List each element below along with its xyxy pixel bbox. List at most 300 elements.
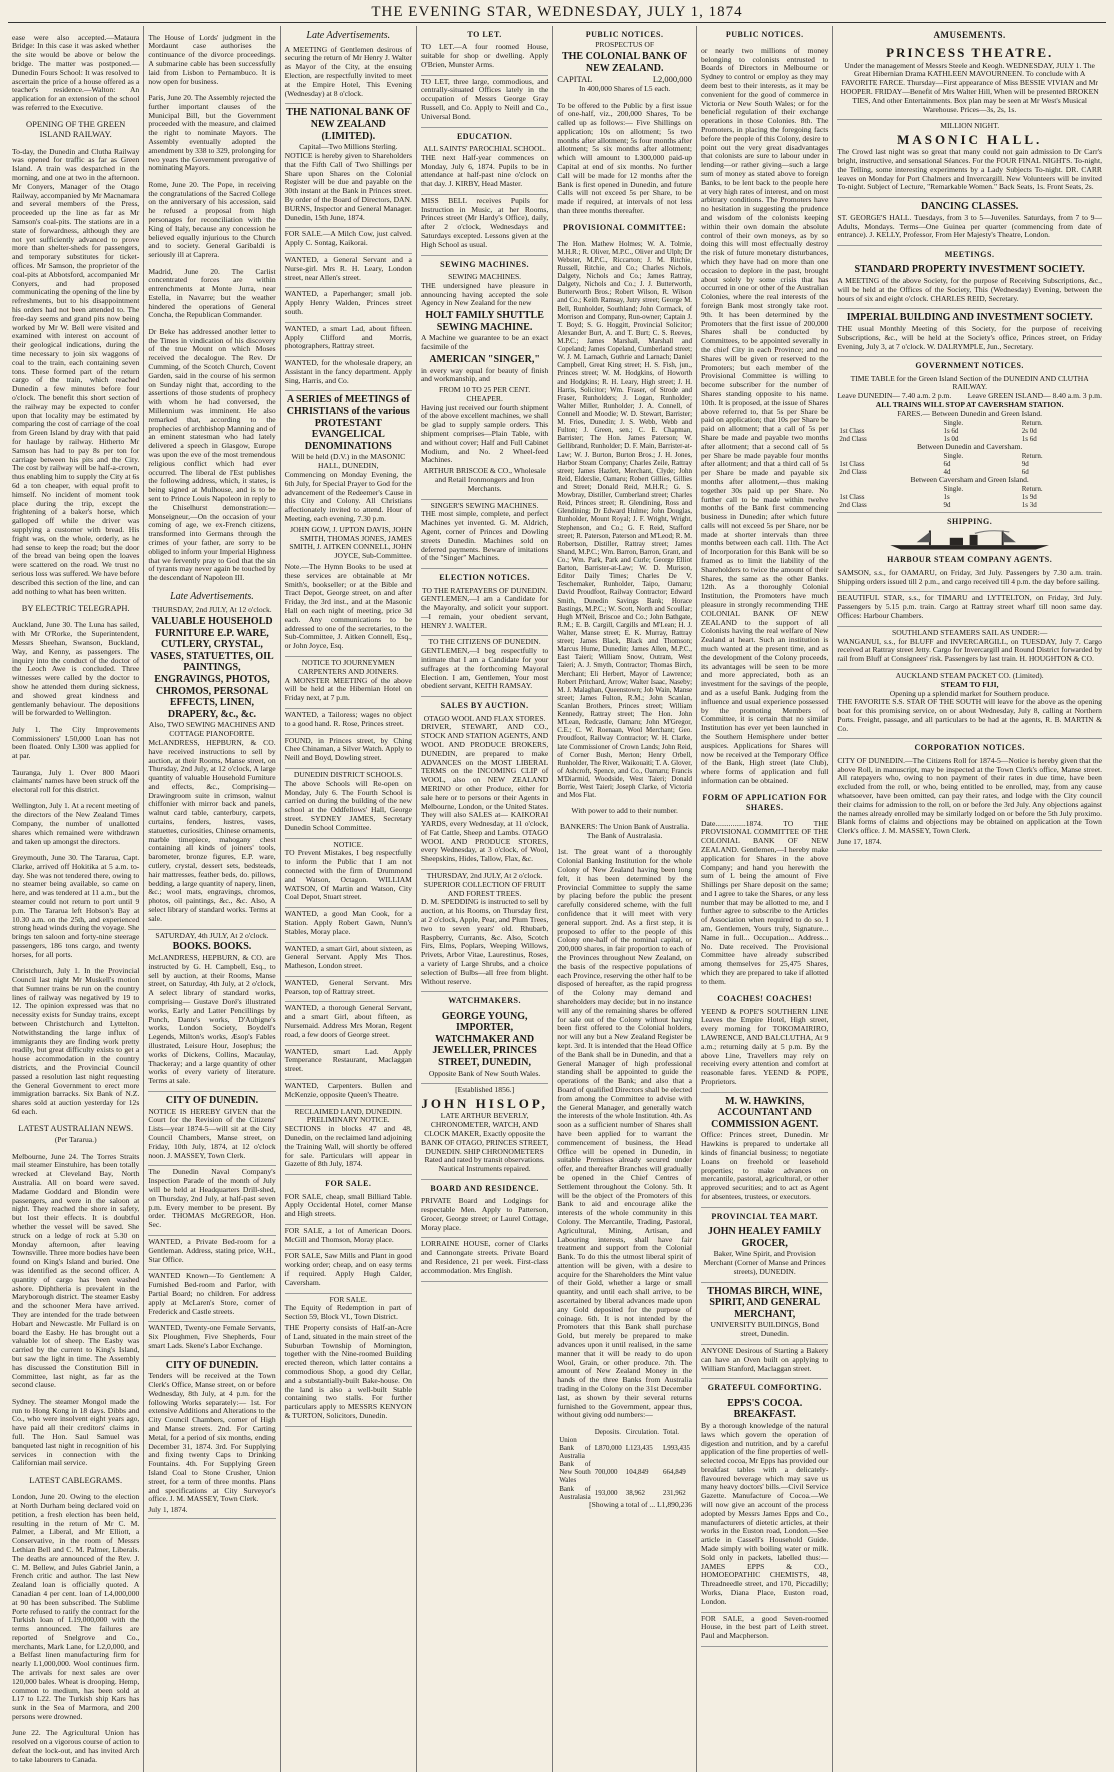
ad-text: Tenders will be received at the Town Clerk's Office, Manse street, on or before Wednesday, 8th July, at 4 p.m. for the following Works separately:— 1st. For extensive Additions and Alterations to the City Council Chambers, corner of High and Manse streets. 2nd. For Carting Metal, for a period of six months, ending December 31, 1874. 3rd. For Supplying and fixing twenty Caps to Drinking Fountains. 4th. For Supplying Green Island Coal to Stone Crusher, Union street, for a term of three months. Plans and specifications at City Surveyor's office. J. M. MASSEY, Town Clerk. (148, 1371, 276, 1504)
table-header-row (557, 1428, 692, 1436)
ad-text: GENTLEMEN,—I beg respectfully to intimate that I am a Candidate for your suffrages at the forthcoming Mayoral Election. I am, Gentlemen, Your most obedient servant, KEITH RAMSAY. (420, 646, 549, 691)
table-cell: 700,000 (594, 1468, 618, 1477)
fare-cell: Single. (943, 418, 964, 427)
paragraph: Dr Beke has addressed another letter to the Times in vindication of his discovery of the true Mount on which Moses received the decalogue. The Rev. Dr Cumming, of the Scotch Church, Covent Garden, said in the course of his sermon on Sunday night that, according to the assertions of those students of prophecy with whom he had conversed, the Millennium was imminent. He also remarked that, according to the prophecies of archbishop Manning and of an eminent statesman who had lately delivered a speech in Glasgow, Europe was upon the eve of the most tremendous religious conflict which had ever occurred. The liberal de l'Est publishes the following address, which, it states, is being signed at Mulhouse, and is to be sent to Prince Louis Napoleon in reply to the Chiselhurst demonstration:—Monseigneur,—On the occasion of your coming of age, we ex-French citizens, transformed into Germans through the crimes of your father, are sorry to be obliged to inform your Imperial Highness that we fervently pray to God that the sin of tyrants may never again be touched by the descendant of Napoleon III. (148, 326, 276, 583)
ad-text: WANTED Known—To Gentlemen: A Furnished Bed-room and Parlor, with Partial Board; no children. For address apply at McLaren's Store, corner of Frederick and Castle streets. (148, 1271, 276, 1316)
ad-headline: TO THE CITIZENS OF DUNEDIN. (428, 637, 541, 647)
ad-date: July 1, 1874. (148, 1505, 188, 1515)
section-heading: COACHES! COACHES! (717, 994, 813, 1004)
paragraph: To be offered to the Public by a first issue of one-half, viz., 200,000 Shares, To be called up as follows:— Five Shillings on application; 10s on allotment; 5s two months after allotment; 5s four months after allotment; 5s six months after allotment; which will amount to L300,000 paid-up Capital at end of six months. No further Call will be made for 12 months after the Bank is first opened in Dunedin, and future Calls will not exceed 5s per Share, to be made if required, at intervals of not less than three months thereafter. (557, 100, 693, 216)
advertisement (701, 1345, 828, 1379)
steamship-icon (877, 529, 1062, 551)
ad-text: CITY OF DUNEDIN.—The Citizens Roll for 1874-5—Notice is hereby given that the above Roll, in manuscript, may be inspected at the Town Clerk's office, Manse street. All ratepayers who, owing to non payment of their rates in due time, have been excluded from the roll, or who, being entitled to be enrolled, may, from any cause whatsoever, have been omitted, can pay their rates, and lodge with the City council their claims for admission to the roll, on or before the 3rd July. Any objections against the names already enrolled may be similarly lodged on or before the 5th July proximo. Blank forms of claims and objections may be obtained on application at the Town Clerk's office. J. M. MASSEY, Town Clerk. (837, 755, 1102, 836)
ad-text: WANTED, smart Lad. Apply Temperance Restaurant, Maclaggan street. (284, 1046, 412, 1074)
advertisement (837, 567, 1102, 593)
ad-text: WANTED, Carpenters. Bullen and McKenzie, opposite Queen's Theatre. (284, 1081, 412, 1099)
ad-signatories: JOHN GOW, J. UPTON DAVIS, JOHN SMITH, THOMAS JONES, JAMES SMITH, J. AITKEN CONNELL, JOHN JOYCE, Sub-Committee. (289, 524, 412, 561)
fare-cell: 1s 9d (1021, 492, 1037, 501)
advertisement (148, 1322, 275, 1356)
advertisement (421, 76, 548, 128)
ad-headline: THOMAS BIRCH, WINE, SPIRIT, AND GENERAL MERCHANT, (707, 1285, 823, 1320)
ad-headline: JOHN HISLOP, (421, 1096, 548, 1112)
ad-text: A Machine we guarantee to be an exact facsimile of the (420, 333, 549, 352)
ad-text: A MEETING of the above Society, for the purpose of Receiving Subscriptions, &c., will be held at the Offices of the Society, This (Wednesday) Evening, between the hours of six and eight o'clock. CHARLES REID, Secretary. (837, 276, 1102, 303)
advertisement (285, 1080, 412, 1106)
advertisement (285, 1046, 412, 1080)
timetable-green-island: Leave GREEN ISLAND— 8.40 a.m. 3 p.m. (967, 391, 1102, 401)
paragraph: or nearly two millions of money belonging to colonists entrusted to Boards of Directors in Melbourne or Sydney to control or employ as they may deem best to their interests, as it may be convenient for the good of commerce in Victoria or New South Wales; or for the beneficial regulation of their exchange operations in those Colonies. 8th. The Promoters, in placing the foregoing facts before the people of this Colony, desire to point out the very great disadvantages that colonists are sure to labour under in lending—or rather giving—such a large sum of money as stated above to foreign Banks, to be lent back to the people here at very high rates of interest, and on most arbitrary conditions. The Promoters have no hesitation in suggesting the prudence and wisdom of the colonists keeping within their own domain the absolute control of their own moneys, as by so doing this will most effectually destroy the risk of future monetary disturbances, which they have had on more than one occasion to deplore in the past, brought about solely by some crisis that has occurred in one or other of the Australian Colonies, where the real interests of the foreign Bank most strongly take root. 9th. It has been determined by the Promoters that the first issue of 200,000 Shares shall be conducted by Committees, to be appointed severally in the chief City in each Province; and no Shares will be given or reserved to the Promoters; but each member of the Provisional Committee is willing to become subscriber for the number of Shares standing opposite to his name. 10th. It is proposed, at the issue of Shares above referred to, that 5s per Share be paid on application; that 10s per Share be paid on allotment; that a call of 5s per Share be made and payable two months after allotment; that a second call of 5s per Share be made payable four months after allotment; and that a third call of 5s per Share be made and payable six months after allotment,—thus making together 30s paid up per Share. No further call to be made within twelve months of the Bank first commencing business in Dunedin; after which future calls will not exceed 5s per Share, nor be made at shorter intervals than three months between each call. 11th. The Act of Incorporation for this Bank will be so framed as to limit the liability of the Shareholders to twice the amount of their Shares, the same as the other Banks. 12th. As a thoroughly Colonial Institution, the Promoters have much pleasure in strongly recommending THE COLONIAL BANK OF NEW ZEALAND to the support of all Colonists having the real welfare of New Zealand at heart. Such an institution is much wanted at the present time, and as the development of the Colony proceeds, its advantages will be seen to be more and more appreciated, both as an investment for the savings of the people, and as a useful Bank. Judging from the influence and usual experience possessed by the promoting Members of Committee, it is certain that no similar Institution has ever yet been launched in the Southern Hemisphere under better auspices. Applications for Shares will now be received at the Temporary Office of the Bank, High street (late Club), where forms of application and full information can be obtained. (701, 45, 829, 785)
ad-text: FOR SALE, a good Seven-roomed House, in the best part of Leith street. Paul and Macpherson. (701, 1613, 829, 1641)
fare-cell: 1s 3d (1021, 501, 1037, 510)
ad-date: THURSDAY, 2nd JULY, At 12 o'clock. (152, 605, 272, 615)
section-heading: ELECTION NOTICES. (439, 573, 530, 583)
committee-list: The Hon. Mathew Holmes; W. A. Tolmie, M.H.R.; R. Oliver, M.P.C., Oliver and Ulph; Dr Webster, M.P.C., Riccarton; J. M. Ritchie, Russell, Ritchie, and Co.; Charles Nichols, Dalgety, Nichols and Co.; James Rattray, Dalgety, Nichols and Co.; J. J. Butterworth, Butterworth Bros.; Robert Wilson, R. Wilson and Co.; Keith Ramsay, Jutry street; George M. Bell, Runholder, Southland; John Cormack, of Morrison and Company, Run-owner; Captain J. T. Boyd; S. G. Hoggitt, Provincial Solicitor; Alexander Burt, A. and T. Burt; C. S. Reeves, M.P.C.; James Marshall, Marshall and Copeland; James Copeland, Cumberland street; W. J. M. Larnach, Guthrie and Larnach; Daniel Campbell, Great King street; H. S. Fish, jun., Princes street; W. M. Hodgkins, of Howorth and Hodgkins; R. H. Leary, High street; J. H. Harris, Solicitor; Wm. Fraser, of Strode and Fraser, Runholders; J. Logan, Runholder; Walter Miller, Runholder; J. A. Connell, of Connell and Moodie; W. D. Stewart, Barrister; M. Fries, Dunedin; J. S. Webb, Webb and Fulton; J. Green, sen.; C. E. Chapman, Barrister; The Hon. James Paterson; W. Gellibrand, Runholder; D. F. Main, Barrister-at-Law; W. J. Burton, Burton Bros.; J. H. Jones, Harbor Steam Company; Charles Zeile, Rattray street; James Hazlett, Merchant, Clyde; John Reid, Elderslie, Oamaru; Robert Gillies, Gillies and Street; Donald Reid, M.H.R.; G. S. Mowbray, Distiller, Cumberland street; Charles Reid, Princes street; R. Glendining, Ross and Glendining; Dr Edward Hulme; John Douglas, Runholder, Mount Royal; J. F. Wright, Wright, Stephenson, and Co.; G. F. Reid, Stafford street; R. Paterson, Paterson and M'Leod; R. M. Robertson, Distiller, Rattray street; James Shand, M.P.C.; Wm. Barron, Barron, Grant, and Co.; Wm. Park, Park and Curle; George Elliot Barton, Barrister-at-Law; W. D. Murison, Editor Daily Times; Charles De V. Teschemaker, Runholder, Taipo, Oamaru; David Proudfoot, Railway Contractor; Edward Smith, Dunedin Savings Bank; Horace Bastings, M.P.C.; W. Scott, North and Scoullar; Hugh M'Neil, Briscoe and Co.; John Bathgate, R.M.; E. B. Cargill, Cargills and M'Lean; H. J. Walter, Manse street; E. K. Murray, Rattray street; James Black, Black and Thomson; Marcus Hume, Dunedin; James Allen, M.P.C., East Taieri; William Snow, Outram, West Taieri; A. J. Smyth, Contractor; Thomas Birch, Merchant; Eli Herbert, Mayor of Lawrence; Robert Pritchard, Arrow; Walter Isaac, Naseby; M. J. Malaghan, Queenstown; Job Wain, Manse street; James Fulton, R.M.; John Scanlan, Scanlan Brothers, Princes street; William Kennedy, Rattray street; The Hon. John M'Lean, Redcastle, Oamaru; John M'Gregor, C.E.; C. W. Roenaan, Wool Merchant; Geo. Proudfoot, Railway Contractor; W. H. Clarke, late Commissioner of Crown Lands; John Reid, of Corner Bush, Merton; Henry Orbell, Runholder, The River, Waikouaiti; T. A. Glover, of Ashcroft, Spence, and Co., Oamaru; Francis M'Diarmid, Woodside, West Taieri; Donald Borrie, West Taieri; Joseph Clarke, of Victoria and Mos Flat. (557, 239, 693, 800)
table-row (557, 1485, 692, 1501)
ad-text: Having just received our fourth shipment of the above excellent machines, we shall be glad to supply sample orders. This shipment comprises—Plain Table, with and without cover; Half and Full Cabinet Modium, and No. 2 Wheel-feed Machines. (420, 402, 549, 465)
paragraph: June 22. The Agricultural Union has resolved on a vigorous course of action to defeat the lock-out, and has invited Arch to take labourers to Canada. (12, 1728, 140, 1764)
section-heading: LATEST AUSTRALIAN NEWS. (18, 1123, 134, 1134)
advertisement (837, 198, 1102, 246)
table-cell: 193,000 (594, 1488, 618, 1497)
table-cell: 664,849 (663, 1468, 686, 1477)
article-heading: OPENING OF THE GREEN ISLAND RAILWAY. (26, 119, 126, 140)
advertisement (421, 713, 548, 871)
advertisement (701, 1006, 828, 1093)
ad-text: Under the management of Messrs Steele and Keogh. WEDNESDAY, JULY 1. The Great Hibernian Drama KATHLEEN MAVOURNEEN. To conclude with A FAVORITE FARCE. Thursday—First appearance of Miss BESSIE VIVIAN and Mr HOOPER. FRIDAY—Benefit of Mrs Walter Hill, When will be presented BROKEN TIES, And other Entertainments. Box plan may be seen at Mr West's Musical Warehouse. Prices—3s, 2s, 1s. (840, 60, 1099, 114)
ad-headline: DANCING CLASSES. (921, 201, 1019, 213)
section-heading: PUBLIC NOTICES. (725, 30, 804, 39)
advertisement (285, 1106, 412, 1176)
ad-text: D. M. SPEDDING is instructed to sell by auction, at his Rooms, on Thursday first, at 2 o'clock, Apple, Pear, and Plum Trees, two to seven years' old. Rhubarb, Raspberry, Currants, &c. Also, Scotch Firs, Elms, Poplars, Weeping Willows, Privets, Arbor Vitae, Laurestinus, Roses, a variety of Large Shrubs, and a choice selection of Bulbs—all free from blight. Without reserve. (420, 897, 549, 986)
table-cell: 38,962 (625, 1488, 646, 1497)
fares-heading: Between Caversham and Green Island. (910, 475, 1029, 485)
ad-headline: JOHN HEALEY FAMILY GROCER, (707, 1226, 822, 1249)
section-heading: FORM OF APPLICATION FOR SHARES. (702, 793, 827, 812)
paragraph: Auckland, June 30. The Luna has sailed, with Mr O'Rorke, the Superintendent, Messrs Sheehan, Swanson, Buckland, Way, and Kenny, as passengers. The inquiry into the conduct of the doctor of the Leoch Awe is concluded. Three witnesses were called by the doctor to show he attended them during sickness, and showed great kindness and gentlemanly behaviour. The depositions will be forwarded to Wellington. (12, 620, 140, 718)
ad-text: THE most simple, complete, and perfect Machines yet invented. G. M. Aldrich, Agent, corner of Princes and Dowling streets Dunedin. Machines sold on deferred payments. Beware of imitations of the "Singer" Machines. (420, 509, 549, 563)
advertisement (285, 104, 412, 228)
ad-subheading: MILLION NIGHT. (940, 121, 1000, 131)
prospectus-label: PROSPECTUS OF (595, 40, 655, 50)
ad-text: ANYONE Desirous of Starting a Bakery can have an Oven built on applying to William Stanford, Maclaggan street. (701, 1346, 829, 1373)
fare-row (837, 452, 1102, 460)
ad-text: Baker, Wine Spirit, and Provision Merchant (Corner of Manse and Princes streets), DUNEDIN. (703, 1249, 826, 1276)
advertisement (837, 261, 1102, 309)
ad-text: McLANDRESS, HEPBURN, & CO. are instructed by G. H. Campbell, Esq., to sell by auction, at their Rooms, Manse street, on Saturday, 4th July, at 2 o'clock, A select library of standard works, comprising— Gustave Doré's illustrated works, Early and Latter Pencillings by Punch, Dante's works, D'Aubigne's works, London Society, Boydell's Legends, Milton's works, Æsop's Fables illustrated, Leisure Hour, Josephus; the works of Dickens, Collins, Macaulay, Thackeray; and a large quantity of other works of every variety of literature. Terms at sale. (148, 953, 276, 1086)
section-heading: FOR SALE. (325, 1179, 372, 1189)
ad-text: FOR SALE.—A Milch Cow, just calved. Apply C. Sontag, Kaikorai. (284, 229, 412, 248)
ad-text: The Crowd last night was so great that many could not gain admission to Dr Carr's bright, instructive, and sensational Séances. For the FOUR FINAL NIGHTS. To-night, the Telling, some interesting experiments by a Lady Subjects To-night. DR. CARR leaves on Monday for Port Chalmers and Invercargill. New Volunteers will be invited To-night. Subject of Lecture, "Remarkable Women." Back Seats, 1s. Front Seats, 2s. (837, 147, 1102, 192)
ad-text: THE Property consists of Half-an-Acre of Land, situated in the main street of the Suburban Township of Mornington, together with the Nine-roomed Building erected thereon, which latter contains a commodious Shop, a good dry Cellar, and a substantially-built Bake-house. On the land is also a well-built Stable containing two stalls. For further particulars apply to MESSRS KENYON & TURTON, Solicitors, Dunedin. (284, 1323, 412, 1421)
ad-text: Office: Princes street, Dunedin. Mr Hawkins is prepared to undertake all kinds of financial business; to negotiate Loans on freehold or leasehold properties; to make advances on mercantile, pastoral, agricultural, or other approved securities; and to act as Agent for absentees, trustees, or executors. (701, 1130, 829, 1202)
advertisement (285, 769, 412, 839)
bankers: BANKERS: The Union Bank of Australia. The Bank of Australasia. (559, 822, 690, 841)
ad-text: WANTED, a Tailoress; wages no object to a good hand. R. Rose, Princes street. (284, 709, 412, 728)
column-1 (8, 26, 144, 1772)
ad-headline: PRINCESS THEATRE. (886, 45, 1054, 61)
ad-text: SECTIONS in blocks 47 and 48, Dunedin, on the reclaimed land adjoining the Training Wall, will shortly be offered for sale. Particulars will appear in Gazette of 8th July, 1874. (284, 1124, 412, 1169)
ad-headline: ALL SAINTS' PAROCHIAL SCHOOL. (423, 143, 547, 153)
advertisement (421, 636, 548, 697)
ad-text: By a thorough knowledge of the natural laws which govern the operation of digestion and nutrition, and by a careful application of the fine properties of well-selected cocoa, Mr Epps has provided our breakfast tables with a delicately-flavoured beverage which may save us many heavy doctors' bills.—Civil Service Gazette. Manufacture of Cocoa.—We will now give an account of the process adopted by Messrs James Epps and Co., manufacturers of dietetic articles, at their works in the Euston road, London.—See article in Cassell's Household Guide. Made simply with boiling water or milk. Sold only in packets, labelled thus:— JAMES EPPS & CO., HOMOEOPATHIC CHEMISTS, 48, Threadneedle street, and 170, Piccadilly; Works, Diana Place, Euston road, London. (701, 1420, 829, 1606)
ad-headline: TO THE RATEPAYERS OF DUNEDIN. (422, 585, 548, 595)
fare-cell: 6d (1021, 467, 1029, 476)
section-heading: AMUSEMENTS. (933, 30, 1006, 40)
shares-note: In 400,000 Shares of L5 each. (578, 84, 671, 94)
ad-product-name: HOLT FAMILY SHUTTLE SEWING MACHINE. (425, 310, 544, 333)
ad-text: FOR SALE, cheap, small Billiard Table. Apply Occidental Hotel, corner Manse and High streets. (284, 1191, 412, 1219)
ad-headline: VALUABLE HOUSEHOLD FURNITURE E.P. WARE, CUTLERY, CRYSTAL, VASES, STATUETTES, OIL PAINTINGS, ENGRAVINGS, PHOTOS, CHROMOS, PERSONAL EFFECTS, LINEN, DRAPERY, &c., &c. (150, 615, 274, 720)
fare-row (837, 427, 1102, 435)
advertisement (421, 870, 548, 992)
ad-text: A MEETING of Gentlemen desirous of securing the return of Mr Henry J. Walter as Mayor of the City, at the ensuing Election, are respectfully invited to meet at the Empire Hotel, This Evening (Wednesday) at 8 o'clock. (284, 44, 412, 98)
paragraph: Tauranga, July 1. Over 800 Maori claimants' names have been struck off the electoral roll for this district. (12, 767, 140, 795)
advertisement (837, 670, 1102, 740)
table-row (557, 1460, 692, 1484)
advertisement (285, 735, 412, 769)
ad-date: SATURDAY, 4th JULY, At 2 o'clock. (155, 930, 269, 940)
section-heading: PROVISIONAL COMMITTEE: (563, 223, 687, 233)
advertisement (701, 1613, 828, 1647)
table-cell: L993,435 (663, 1444, 691, 1453)
ad-text: YEEND & POPE'S SOUTHERN LINE Leaves the Empire Hotel, High street, every morning for TOKOMAIRIRO, LAWRENCE, AND BALCLUTHA, At 9 a.m.; returning daily at 5 p.m. By the above Line, Travellers may rely on receiving every attention and comfort at reasonable fares. YEEND & POPE, Proprietors. (701, 1006, 829, 1086)
ad-subheading: Will be held (D.V.) in the MASONIC HALL, DUNEDIN, (291, 452, 406, 471)
fares-heading: FARES.— Between Dunedin and Green Island. (897, 408, 1043, 418)
ad-headline: BOOKS. BOOKS. (172, 941, 252, 953)
paragraph: Sydney. The steamer Mongol made the run to Hong Kong in 18 days. Dibbs and Co., who were insolvent eight years ago, have paid all their creditors' claims in full. The Hon. Saul Samuel was banqueted last night in recognition of his services in connection with the Californian mail service. (12, 1396, 140, 1468)
ad-text: Note.—The Hymn Books to be used at these services are obtainable at Mr Smith's, bookseller; or at the Bible and Tract Depot, George street, on and after Friday, the 3rd inst., and at the Masonic Hall on each night of meeting, price 3d each. Any communications to be addressed to one of the secretaries, to the Sub-Committee, J. Aitken Connell, Esq., or John Joyce, Esq. (284, 562, 412, 651)
advertisement (701, 1223, 828, 1283)
ad-text: GENTLEMEN,—I am a Candidate for the Mayoralty, and solicit your support.—I remain, your obedient servant, HENRY J. WALTER. (420, 594, 549, 630)
fare-cell: Single. (943, 484, 964, 493)
table-cell: Bank of New South Wales (559, 1460, 591, 1485)
ad-headline: CITY OF DUNEDIN. (165, 1094, 259, 1106)
ad-text: WANTED, Twenty-one Female Servants, Six Ploughmen, Five Shepherds, Four smart Lads. Skene's Labor Exchange. (148, 1323, 276, 1350)
advertisement (837, 42, 1102, 120)
ad-date: [Established 1856.] (455, 1085, 515, 1095)
ad-headline: MASONIC HALL. (897, 132, 1043, 148)
ad-headline: NOTICE. (333, 839, 364, 849)
table-cell: 104,849 (625, 1468, 649, 1477)
paragraph: Melbourne, June 24. The Torres Straits mail steamer Einstuhire, has been totally wrecked at Cleveland Bay, North Australia. All on board were saved. Madame Goddard and Blondin were passengers, and were in the saloon at night. They reached the shore in safety, but lost their effects. It is doubtful whether the vessel will be saved. She struck on a ledge of rock at 5.30 on Monday afternoon, after leaving Townsville. Three more bodies have been found on King's Island and buried. One was identified as the second officer. A quantity of cargo has been washed ashore. Diphtheria is prevalent in the Maryborough district. The steamer Easby and the schooner Mera have arrived. They are intended for the trade between Hobart and Newcastle. Mr Fullard is on board the Easby. He has brought out a valuable lot of sheep. The Easby was carried by the current to King's Island, but saw the light in time. The Assembly has discussed the Constitution Bill in Committee, last night, as far as the second clause. (12, 1151, 140, 1390)
advertisement (421, 143, 548, 195)
fares-heading: Between Dunedin and Caversham. (916, 441, 1023, 451)
section-heading: LATEST CABLEGRAMS. (29, 1474, 123, 1485)
fare-row (837, 460, 1102, 468)
ad-subheading: PRELIMINARY NOTICE. (306, 1115, 390, 1125)
table-cell: Bank of Australasia (559, 1484, 591, 1501)
ad-text: WANTED, General Servant. Mrs Pearson, top of Rattray street. (284, 977, 412, 996)
ad-text: THE FAVORITE S.S. STAR OF THE SOUTH will leave for the above as the opening boat for this promising service, on or about Wednesday, July 8, calling at Northern Ports. Freight, passage, and all particulars to be had at the agents, R. B. MARTIN & Co. (837, 697, 1102, 733)
fare-row (837, 501, 1102, 509)
table-header-cell: Circulation. (625, 1427, 660, 1436)
ad-text: THE next Half-year commences on Monday, July 6, 1874. Pupils to be in attendance at half-past nine o'clock on that day. J. KIRBY, Head Master. (420, 152, 549, 189)
ad-headline: STANDARD PROPERTY INVESTMENT SOCIETY. (854, 264, 1085, 276)
advertisement (148, 1092, 275, 1166)
fare-cell: Return. (1021, 484, 1043, 493)
fare-row (837, 493, 1102, 501)
ad-headline: SINGER'S SEWING MACHINES. (430, 500, 539, 510)
ad-text: PRIVATE Board and Lodgings for respectable Men. Apply to Patterson, Grocer, George street; or Laurel Cottage, Moray place. (420, 1196, 549, 1232)
ad-headline: NOTICE TO JOURNEYMEN CARPENTERS AND JOINERS. (297, 657, 399, 676)
section-heading: CORPORATION NOTICES. (914, 743, 1025, 753)
ad-headline: M. W. HAWKINS, ACCOUNTANT AND COMMISSION AGENT. (711, 1095, 819, 1130)
ad-text: LATE ARTHUR BEVERLY, CHRONOMETER, WATCH, AND CLOCK MAKER, Exactly opposite the BANK OF OTAGO, PRINCES STREET, DUNEDIN. SHIP CHRONOMETERS Rated and rated by transit observations. Nautical Instruments repaired. (421, 1111, 549, 1174)
ad-text: Commencing on Monday Evening, the 6th July, for Special Prayer to God for the advancement of the Redeemer's Cause in this City and Colony. All Christians affectionately invited to attend. Hour of Meeting, each evening, 7.30 p.m. (284, 470, 412, 524)
paragraph: Paris, June 20. The Assembly rejected the further important clauses of the Municipal Bill, but the Government proceeded with the measure, and claimed the right to nominate Mayors. The Assembly eventually adopted the amendment by 338 to 329, prolonging for two years the Government prerogative of nominating Mayors. (148, 92, 276, 173)
section-heading: GOVERNMENT NOTICES. (915, 361, 1024, 371)
fare-cell: 2nd Class (839, 467, 867, 476)
fare-cell: 1st Class (839, 426, 865, 435)
paragraph: July 1. The City Improvements Commissioners' L50,000 Loan has not been floated. Only L300 was applied for at par. (12, 724, 140, 761)
advertisement (701, 1283, 828, 1345)
column-5 (553, 26, 697, 1772)
bank-table (557, 1428, 692, 1501)
advertisement (285, 357, 412, 391)
fare-cell: 9d (1021, 459, 1029, 468)
fare-cell: 2nd Class (839, 501, 867, 510)
ad-text: WANTED, for the wholesale drapery, an Assistant in the fancy department. Apply Sing, Harris, and Co. (284, 358, 412, 385)
fare-cell: Single. (943, 451, 964, 460)
ad-text: NOTICE IS HEREBY GIVEN that the Court for the Revision of the Citizens' Lists—year 1874-5—will sit at the City Council Chambers, Manse street, on Friday, 10th July, 1874, at 12 o'clock noon. J. MASSEY, Town Clerk. (148, 1106, 276, 1160)
advertisement (421, 500, 548, 570)
ad-product-name: AMERICAN "SINGER," (429, 353, 540, 365)
fare-row (837, 419, 1102, 427)
fare-cell: 1s 6d (943, 426, 959, 435)
ad-text: TO LET.—A four roomed House, suitable for shop or dwelling. Apply O'Brien, Munster Arms. (420, 42, 549, 69)
advertisement (837, 592, 1102, 626)
fares-table-2 (837, 452, 1102, 476)
advertisement (285, 657, 412, 709)
advertisement (421, 1008, 548, 1085)
ad-text: McLANDRESS, HEPBURN, & CO. have received instructions to sell by auction, at their Rooms, Manse street, on Thursday, 2nd July, at 12 o'clock, A large quantity of valuable Household Furniture and effects, &c., Comprising— Drawingroom suite in crimson, walnut chiffonier with mirror back and panels, walnut card table, canterbury, carpets, curtains, fenders, lustres, vases, statuettes, curiosities, Chinese ornaments, marble timepiece, mahogany chest containing all kinds of joiners' tools, barometer, bronze figures, E.P. ware, cutlery, crystal, dessert sets, bedsteads, hair mattresses, feather beds, do. pillows, bedding, a large quantity of napery, linen, &c.; wool mats, engravings, chromos, photos, oil paintings, &c., &c. Also, A select library of standard works. Terms at sale. (148, 737, 276, 923)
advertisement (421, 195, 548, 256)
section-heading: Late Advertisements. (170, 590, 254, 602)
fare-cell: 1s 6d (1021, 434, 1037, 443)
fare-cell: 6d (943, 459, 951, 468)
ad-text: WANTED, a good Man Cook, for a Station. Apply Robert Gawn, Nunn's Stables, Moray place. (284, 909, 412, 936)
ad-text: Opposite Bank of New South Wales. (428, 1068, 541, 1078)
ad-headline: SOUTHLAND STEAMERS SAIL AS UNDER:— (891, 627, 1048, 637)
paragraph: ease were also accepted.—Mataura Bridge: In this case it was asked whether the site would be above or below the bridge. The matter was postponed.—Dunedin Fours School: It was resolved to ascertain the price of a house offered as a teacher's residence.—Walton: An application for an extension of the school was referred to the Executive. (12, 32, 140, 112)
ad-price: FROM 10 TO 25 PER CENT. CHEAPER. (439, 385, 531, 403)
capital-label: CAPITAL (557, 74, 593, 85)
advertisement (421, 1238, 548, 1281)
table-body (557, 1436, 692, 1501)
ad-headline: SUPERIOR COLLECTION OF FRUIT AND FOREST TREES. (423, 879, 546, 898)
advertisement (285, 391, 412, 657)
advertisement (285, 709, 412, 735)
fare-cell: 2nd Class (839, 434, 867, 443)
section-heading: HARBOUR STEAM COMPANY AGENTS. (887, 555, 1053, 565)
paragraph: Rome, June 20. The Pope, in receiving the congratulations of the Sacred College on the anniversary of his accession, said he refused a proposal from high personages for reconciliation with the King of Italy, because any concession he believed equally injurious to the Church and to society. General Garibaldi is seriously ill at Caprera. (148, 179, 276, 260)
timetable-dunedin: Leave DUNEDIN— 7.40 a.m. 2 p.m. (837, 391, 952, 401)
timetable-note: ALL TRAINS WILL STOP AT CAVERSHAM STATION. (875, 400, 1064, 410)
table-header-cell: Deposits. (594, 1427, 621, 1436)
table-header-cell: Total. (663, 1427, 680, 1436)
ad-text: A MONSTER MEETING of the above will be held at the Hibernian Hotel on Friday next, at 7 p.m. (284, 675, 412, 703)
section-heading: BY ELECTRIC TELEGRAPH. (21, 602, 130, 613)
advertisement (285, 839, 412, 909)
advertisement (148, 1357, 275, 1519)
ad-text: The Dunedin Naval Company's Inspection Parade of the month of July will be held at Headquarters Drill-shed, on Thursday, 2nd July, at half-past seven p.m. Every member to be present. By order. THOMAS McGREGOR, Hon. Sec. (148, 1167, 276, 1230)
advertisement (285, 1191, 412, 1225)
advertisement (285, 254, 412, 288)
masthead-rule (8, 22, 1106, 23)
paragraph: The House of Lords' judgment in the Mordaunt case authorises the continuance of the divorce proceedings. A submarine cable has been successfully laid from Lisbon to Pernambuco. It is now open for business. (148, 32, 276, 86)
paragraph: 1st. The great want of a thoroughly Colonial Banking Institution for the whole Colony of New Zealand having been long felt, it has been determined by the Provincial Committee to supply the same by placing before the public the present carefully considered scheme, with the full confidence that it will meet with very general support. 2nd. As a first step, it is proposed to offer to the people of this Colony one-half of the nominal capital, or 200,000 shares, in fair proportion to each of the Provinces throughout New Zealand, on the basis of the respective populations of each Province, reserving the other half to be disposed of hereafter, as the rapid progress of the Colony may demand and shareholders may decide; but in no instance will any of the remaining shares be offered for sale out of the Colony without having been first offered to the Colonial holders, nor will any but a New Zealand Register be kept. 3rd. It is intended that the Head Office of the Bank shall be in Dunedin, and that a General Manager of high professional standing shall be appointed to guide the operations of the Bank; and also that a Board of qualified Directors shall be elected from among the Committee to advise with the General Manager, and generally watch the interests of the whole Institution. 4th. As soon as a sufficient number of Shares shall have been applied for to warrant the commencement of business, the Head Office will be opened in Dunedin, in suitable Premises already secured under offer, and thereafter Branches will gradually be opened in the Chief Centres of Settlement throughout the Colony. 5th. It will be the object of the Promoters of this Bank to aid and encourage alike the interests of the whole community in this Colony. The Mercantile, Trading, Pastoral, Agricultural, Mining, Artisan, and Labouring interests, shall have fair treatment and support from the Colonial Bank. To do this the utmost liberal spirit of attention will be given, with a desire to acquire for the Shareholders the Mint value of their Gold, whether a large or small quantity, and until each shall arrive, to be ascertained by liberal advances made upon any Gold deposited for the purpose of coinage. 6th. It is not intended by the Promoters that this Bank shall purchase Gold, but merely be prepared to make advances upon it until realised, in the same manner that it will be ready to do upon Wool, Grain, or other produce. 7th. The amount of New Zealand Money in the hands of the three Banks from Australia trading in the Colony on the 31st December last, as shown by their several returns furnished to the Government, appear thus, without giving odd numbers:— (557, 847, 693, 1420)
fare-cell: 1s 0d (943, 434, 959, 443)
ad-text: The Equity of Redemption in part of Section 59, Block VI., Town District. (284, 1303, 412, 1322)
fare-cell: Return. (1021, 418, 1043, 427)
ad-date: June 17, 1874. (837, 836, 882, 846)
column-2 (144, 26, 280, 1772)
column-4 (417, 26, 553, 1772)
fare-row (837, 485, 1102, 493)
section-heading: BOARD AND RESIDENCE. (430, 1183, 539, 1193)
ad-subheading: STEAM TO FIJI, (940, 679, 999, 689)
ad-text: LORRAINE HOUSE, corner of Clarks and Cannongate streets. Private Board and Residence, 21 per week. First-class accommodation. Mrs English. (420, 1239, 549, 1275)
section-heading: SALES BY AUCTION. (440, 701, 529, 711)
ad-text: TO LET, three large, commodious, and centrally-situated Offices lately in the occupation of Messrs George Gray Russell, and Co. Apply to Neill and Co., Universal Bond. (420, 76, 549, 121)
ad-headline: IMPERIAL BUILDING AND INVESTMENT SOCIETY. (846, 312, 1093, 324)
section-heading: SHIPPING. (947, 517, 993, 527)
ad-text: TO Prevent Mistakes, I beg respectfully to inform the Public that I am not connected with the firm of Drummond and Watson, Octagon. WILLIAM WATSON, Of Martin and Watson, City Coal Depot, Stuart street. (284, 848, 412, 902)
section-heading: WATCHMAKERS. (448, 996, 521, 1006)
capital-value: L2,000,000 (652, 74, 693, 85)
advertisement (285, 1294, 412, 1427)
section-heading: PROVINCIAL TEA MART. (711, 1211, 818, 1221)
advertisement (837, 120, 1102, 198)
paragraph: London, June 20. Owing to the election at North Durham being declared void on petition, a fresh election has been held, resulting in the return of Mr C. M. Palmer, a Liberal, and Mr Elliott, a Conservative, in the room of Messrs Lethian Bell and C. M. Palmer, Liberals. The deaths are announced of the Rev. J. C. M. Bellew, and Jules Gabriel Janin, a French critic and author. The last New Zealand loan is officially quoted. A Canadian 4 per cent. loan of L4,000,000 at 90 has been subscribed. The Sublime Porte refused to ratify the contract for the Turkish loan of L19,000,000 with the terms announced. The failures are reported of Snelgrove and Co., merchants, Mark Lane, for L2,0,000, and a Belfast linen manufacturing firm for nearly L1,000,000. Wool continues firm. The arrivals for next sales are over 120,000 bales. Wheat is drooping. Hemp, common to medium, has been sold at L17 to L22. The Turkish ship Kars has sunk in the Sea of Marmora, and 200 persons were drowned. (12, 1492, 140, 1722)
fare-cell: 1s (943, 492, 950, 501)
ad-headline: FOR SALE. (329, 1294, 368, 1304)
advertisement (285, 1002, 412, 1045)
table-cell: Union Bank of Australia (559, 1435, 591, 1461)
fare-cell: 2s 0d (1021, 426, 1037, 435)
masthead-title: THE EVENING STAR, WEDNESDAY, JULY 1, 1874 (371, 4, 743, 20)
ad-text: in every way equal for beauty of finish and workmanship, and (420, 365, 549, 384)
ad-subheading: Opening up a splendid market for Southern produce. (889, 688, 1050, 698)
fare-cell: Return. (1021, 451, 1043, 460)
paragraph: Wellington, July 1. At a recent meeting of the directors of the New Zealand Times Company, the number of unallotted shares which remained were withdrawn and taken up amongst the directors. (12, 801, 140, 846)
advertisement (285, 228, 412, 254)
advertisement (285, 44, 412, 105)
ad-text: MISS BELL receives Pupils for Instruction in Music, at her Rooms, Princes street (Mr Hardy's Office), daily, after 2 o'clock, Wednesdays and Saturdays excepted. Lessons given at the High School as usual. (420, 195, 549, 249)
advertisement (148, 1236, 275, 1270)
advertisement (285, 1250, 412, 1293)
advertisement (421, 1084, 548, 1179)
ad-text: WANTED, a General Servant and a Nurse-girl. Mrs R. H. Leary, London street, near Allen's street. (284, 254, 412, 282)
ad-text: WANTED, a Private Bed-room for a Gentleman. Address, stating price, W.H., Star Office. (148, 1236, 276, 1264)
advertisement (285, 908, 412, 942)
paragraph: Christchurch, July 1. In the Provincial Council last night Mr Muskell's motion that Sumner trains be run on the country lines of railway was negatived by 19 to 12. The opinion expressed was that no necessity exists for Sunday trains, except between Christchurch and Lyttelton. Notwithstanding the large influx of immigrants they are finding work pretty readily, but great difficulty exists to get a house accommodation in the country districts, and the Provincial Council passed a resolution last night requesting the General Government to erect more immigration barracks. Six Bank of N.Z. shares sold at auction yesterday for 12s 6d each. (12, 966, 140, 1116)
advertisement (701, 1395, 828, 1613)
section-heading: TO LET. (467, 30, 502, 39)
section-heading: EDUCATION. (456, 131, 513, 141)
section-heading: PUBLIC NOTICES. (585, 30, 664, 39)
fare-cell (837, 452, 941, 460)
newspaper-columns (8, 26, 1106, 1764)
ad-text: WANGANUI, s.s., for BLUFF and INVERCARGILL, on TUESDAY, July 7. Cargo received at Rattray street Jetty. Cargo for Invercargill and Round District forwarded by rail from Bluff at Consignees' risk. Passengers by last train. H. HOUGHTON & CO. (837, 636, 1102, 664)
advertisement (285, 288, 412, 322)
prospectus-title: THE COLONIAL BANK OF NEW ZEALAND. (561, 51, 688, 74)
advertisement (285, 1225, 412, 1251)
paragraph: Greymouth, June 30. The Tararua, Capt. Clarke, arrived off Hokitika at 5 a.m. to-day. She was not tendered there, owing to no steamer being available, so came on here, and was tendered at 11 a.m., but the steamer could not return to port until 9 p.m. The Tararua left Hobson's Bay at 10.30 a.m. on the 25th, and experienced strong head winds during the voyage. She brings ten saloon and forty-nine steerage passengers, 186 tons cargo, and twenty horses, for all ports. (12, 853, 140, 959)
advertisement (421, 1195, 548, 1238)
ad-text: FOR SALE, a lot of American Doors. McGill and Thomson, Moray place. (284, 1225, 412, 1244)
advertisement (421, 585, 548, 637)
advertisement (285, 943, 412, 977)
advertisement (701, 1093, 828, 1208)
ad-signature: ARTHUR BRISCOE & CO., Wholesale and Retail Ironmongers and Iron Merchants. (423, 466, 546, 493)
ad-text: WANTED, a smart Lad, about fifteen. Apply Clifford and Morris, photographers, Rattray street. (284, 323, 412, 351)
table-row (557, 1436, 692, 1460)
ad-text: WANTED, a smart Girl, about sixteen, as General Servant. Apply Mrs Thos. Matheson, London street. (284, 943, 412, 971)
fares-table-1 (837, 419, 1102, 443)
advertisement (421, 271, 548, 500)
section-heading: SEWING MACHINES. (440, 259, 530, 269)
ad-text: WANTED, a thorough General Servant, and a smart Girl, about fifteen, as Nursemaid. Address Mrs Moran, Regent road, a few doors of George street. (284, 1003, 412, 1039)
fare-cell: 1st Class (839, 492, 865, 501)
paragraph: To-day, the Dunedin and Clutha Railway was opened for traffic as far as Green Island. A train was despatched in the morning, and one at two in the afternoon. Mr Conyers, Manager of the Otago Railway, accompanied by Mr Macnamara and several members of the Press, proceeded up the line as far as Mr Samson's coal-pits. The stations are in a state of forwardness, although they are not yet sufficiently advanced to prove more than shelter-sheds for passengers, and temporary substitutes for ticket-offices. Mr Samson, the proprietor of the coal-pits at Abbotsford, accompanied Mr Conyers, and had proposed communicating the opening of the line by refreshments, but to his disappointment his orders had not been attended to. The free-day seems and grand pits now being worked by Mr W. Bell were visited and examined with interest on account of their geological indications, during the time necessary to join six waggons of coal to the train, each containing seven tons. These formed part of the return cargo of the train, which reached Dunedin a few minutes before four o'clock. The benefit this short section of the railway may be expected to confer upon that locality may be estimated by comparing the cost of carriage of the coal from Green Island by dray with that paid for haulage by railway. Hitherto Mr Samson has had to pay 8s per ton for carriage between his pits and the City. The cost by railway will be half-a-crown, thus enabling him to supply the City at 6s 6d a ton cheaper, with equal profit to himself. No incident of moment took place during the trip, except the frightening of a baker's horse, which galloped off while the driver was supplying a customer with bread. His fright was, on the whole, orderly, as he had sense to keep the road; but the door of the bread van being open the loaves were scattered on the road. We trust no serious loss was suffered. We have before described this section of the line, and can add nothing to what has been written. (12, 146, 140, 596)
section-heading: GRATEFUL COMFORTING. (707, 1383, 822, 1393)
table-cell: L123,435 (625, 1444, 653, 1453)
section-heading: MEETINGS. (944, 250, 995, 260)
ad-text: WANTED, a Paperhanger; small job. Apply Henry Walden, Princes street south. (284, 289, 412, 316)
column-6 (697, 26, 833, 1772)
advertisement (148, 1270, 275, 1322)
ad-text: SAMSON, s.s., for OAMARU, on Friday, 3rd July. Passengers by 7.30 a.m. train. Shipping orders issued till 2 p.m., and cargo received till 4 p.m. the day before sailing. (837, 567, 1102, 586)
ad-text: ST. GEORGE'S HALL. Tuesdays, from 3 to 5—Juveniles. Saturdays, from 7 to 9—Adults, Mondays. Terms—One Guinea per quarter (commencing from date of entrance). J. KELLY, Professor, From Her Majesty's Theatre, London. (837, 212, 1102, 240)
ad-text: NOTICE is hereby given to Shareholders that the Fifth Call of Two Shillings per Share upon Shares on the Colonial Register will be due and payable on the 30th instant at the Bank in Princes street. By order of the Board of Directors, DAN. BURNS, Inspector and General Manager. Dunedin, 15th June, 1874. (284, 150, 412, 222)
advertisement (837, 373, 1102, 514)
advertisement (148, 930, 275, 1092)
advertisement (148, 604, 275, 929)
advertisement (285, 323, 412, 357)
ad-headline: RECLAIMED LAND, DUNEDIN. (294, 1106, 403, 1116)
ad-headline: THE NATIONAL BANK OF NEW ZEALAND (LIMITED). (286, 107, 411, 142)
fare-cell (837, 485, 941, 493)
ad-text: BEAUTIFUL STAR, s.s., for TIMARU and LYTTELTON, on Friday, 3rd July. Passengers by 5.15 p.m. train. Cargo at Rattray street wharf till noon same day. Offices: Harbour Chambers. (837, 593, 1102, 620)
advertisement (837, 755, 1102, 851)
column-3 (281, 26, 417, 1772)
section-subheading: (Per Tararua.) (54, 1135, 97, 1145)
table-total: [Showing a total of ... L1,890,236 (589, 1499, 693, 1509)
ad-headline: EPPS'S COCOA. BREAKFAST. (727, 1397, 803, 1421)
ad-headline: TIME TABLE for the Green Island Section of the DUNEDIN AND CLUTHA RAILWAY. (850, 373, 1089, 392)
ad-headline: GEORGE YOUNG, IMPORTER, WATCHMAKER AND JEWELLER, PRINCES STREET, DUNEDIN, (432, 1010, 537, 1069)
fares-table-3 (837, 485, 1102, 509)
advertisement (837, 309, 1102, 357)
fare-cell: 9d (943, 501, 951, 510)
ad-subheading: Also, TWO SEWING MACHINES AND COTTAGE PIANOFORTE. (148, 720, 276, 739)
paragraph: With power to add to their number. (571, 805, 678, 815)
ad-headline: A SERIES of MEETINGS of CHRISTIANS of the various PROTESTANT EVANGELICAL DENOMINATIONS (286, 394, 410, 452)
ad-text: THE usual Monthly Meeting of this Society, for the purpose of receiving Subscriptions, &c., will be held at the Society's office, Princes street, on Friday Evening, July 3, at 7 o'clock. W. DALRYMPLE, Jun., Secretary. (837, 323, 1102, 351)
ad-headline: DUNEDIN DISTRICT SCHOOLS. (293, 769, 403, 779)
table-header-cell (557, 1428, 592, 1436)
ad-headline: SEWING MACHINES. (448, 271, 522, 281)
ad-text: THE undersigned have pleasure in announcing having accepted the sole Agency in New Zealand for the new (420, 280, 549, 308)
section-heading: Late Advertisements. (306, 30, 391, 41)
advertisement (421, 41, 548, 75)
ad-headline: CITY OF DUNEDIN. (165, 1359, 259, 1371)
paragraph: Madrid, June 20. The Carlist concentrated forces are within entrenchments at Monte Jurra, near Estella, in Navarre; but the weather hindered the operations of General Concha, the Republican Commander. (148, 266, 276, 320)
advertisement (837, 627, 1102, 670)
ad-text: UNIVERSITY BUILDINGS, Bond street, Dunedin. (710, 1320, 819, 1339)
ad-subheading: Capital—Two Millions Sterling. (299, 142, 398, 152)
